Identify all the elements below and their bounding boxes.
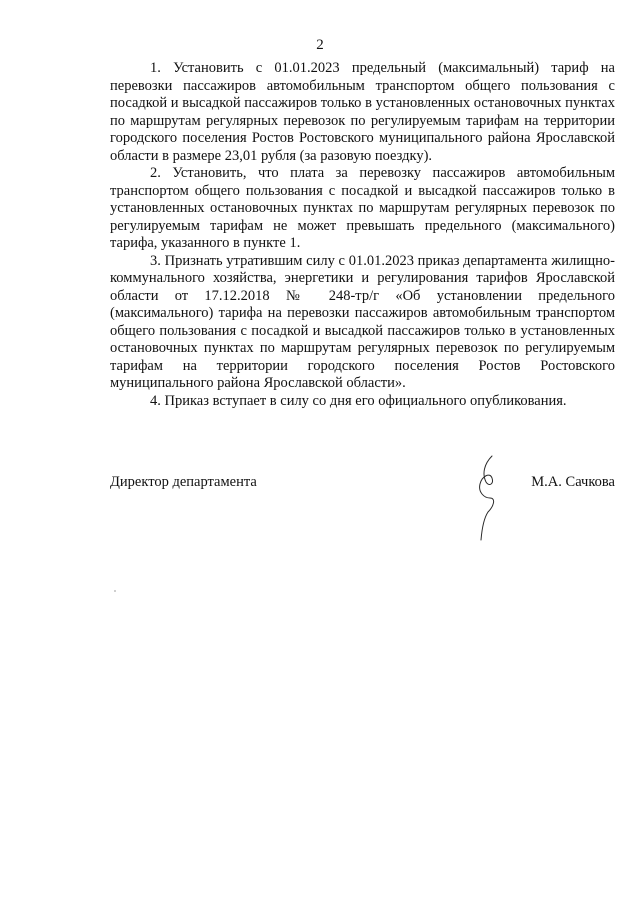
document-body bbox=[110, 60, 615, 410]
paragraph-2: 2. Установить, что плата за перевозку пассажиров автомобильным транспортом общего пользования с посадкой и высадкой пассажиров только в установленных остановочных пунктах по маршрутам регулярных перевозок по регулируемым тарифам не может превышать предельного (максимального) тарифа, указанного в пункте 1. bbox=[110, 165, 615, 251]
handwritten-signature bbox=[470, 454, 510, 544]
signer-name: М.А. Сачкова bbox=[531, 474, 615, 490]
paragraph-1: 1. Установить с 01.01.2023 предельный (максимальный) тариф на перевозки пассажиров автомобильным транспортом общего пользования с посадкой и высадкой пассажиров только в установленных остановочных пунктах по маршрутам регулярных перевозок по регулируемым тарифам на территории городского поселения Ростов Ростовского муниципального района Ярославской области в размере 23,01 рубля (за разовую поездку). bbox=[110, 60, 615, 164]
paragraph-4: 4. Приказ вступает в силу со дня его официального опубликования. bbox=[150, 392, 567, 409]
scan-speck bbox=[114, 590, 116, 592]
page-number: 2 bbox=[316, 37, 324, 53]
signature-block bbox=[110, 474, 615, 534]
paragraph-3: 3. Признать утратившим силу с 01.01.2023 приказ департамента жилищно-коммунального хозяйства, энергетики и регулирования тарифов Ярославской области от 17.12.2018 № 248-тр/г «Об установлении предельного (максимального) тарифа на перевозки пассажиров автомобильным транспортом общего пользования с посадкой и высадкой пассажиров только в установленных остановочных пунктах по маршрутам регулярных перевозок по регулируемым тарифам на территории городского поселения Ростов Ростовского муниципального района Ярославской области». bbox=[110, 252, 615, 391]
signer-title: Директор департамента bbox=[110, 474, 257, 490]
